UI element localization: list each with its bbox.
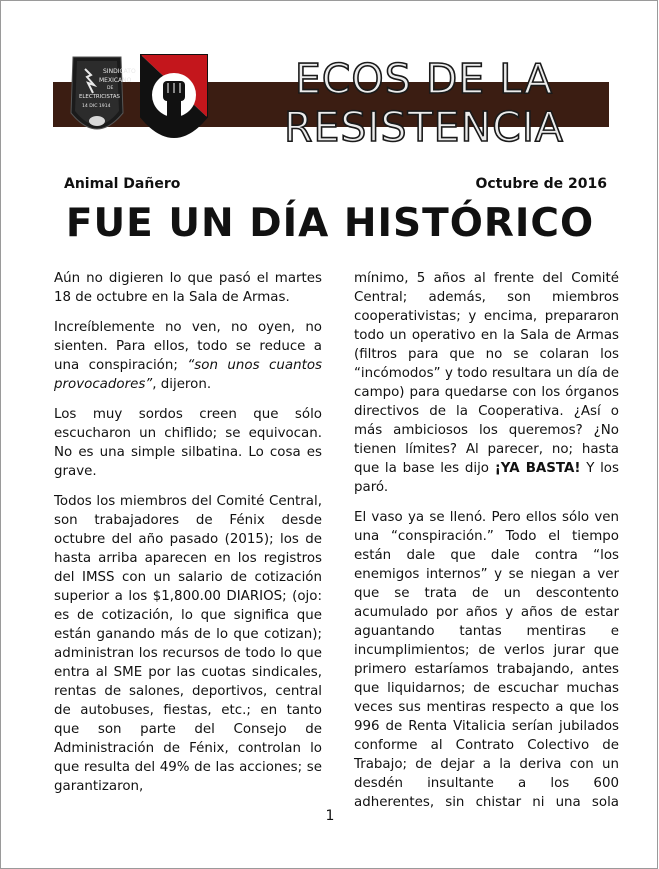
author-byline: Animal Dañero	[64, 176, 181, 192]
article-headline: FUE UN DÍA HISTÓRICO	[65, 201, 595, 246]
paragraph: mínimo, 5 años al frente del Comité Central; además, son miembros cooperativistas; y encima, prepararon todo un operativo en la Sala de Armas (filtros para que no se colaran los “incómodos” y todo resultara un día de campo) para quedarse con los órganos directivos de la Cooperativa. ¿Así o más ambiciosos los queremos? ¿No tienen límites? Al parecer, no; hasta que la base les dijo ¡YA BASTA! Y los paró.	[354, 271, 619, 495]
svg-text:MEXICANO: MEXICANO	[99, 77, 132, 84]
right-column	[354, 269, 619, 823]
paragraph: Increíblemente no ven, no oyen, no sienten. Para ellos, todo se reduce a una conspiración; “son unos cuantos provocadores”, dijeron.	[54, 320, 322, 392]
left-column	[54, 269, 322, 807]
quote: “son unos cuantos provocadores”	[54, 358, 322, 392]
paragraph: Los muy sordos creen que sólo escucharon un chiflido; se equivocan. No es una simple silbatina. Lo cosa es grave.	[54, 407, 322, 479]
title-line-1: ECOS DE LA	[294, 55, 554, 103]
svg-text:14 DIC 1914: 14 DIC 1914	[82, 104, 111, 109]
raised-fist-logo	[139, 53, 209, 153]
issue-date: Octubre de 2016	[475, 176, 607, 192]
svg-text:SINDICATO: SINDICATO	[103, 68, 136, 75]
title-line-2: RESISTENCIA	[284, 103, 564, 151]
page-number: 1	[325, 808, 335, 824]
emphasis: ¡YA BASTA!	[494, 461, 581, 476]
newsletter-title	[239, 53, 609, 161]
masthead	[53, 53, 609, 161]
paragraph: Todos los miembros del Comité Central, son trabajadores de Fénix desde octubre del año pasado (2015); los de hasta arriba aparecen en los registros del IMSS con un salario de cotización superior a los $1,800.00 DIARIOS; (ojo: es de cotización, lo que significa que están ganando más de lo que cotizan); administran los recursos de todo lo que entra al SME por las cuotas sindicales, rentas de salones, deportivos, central de autobuses, fiestas, etc.; en tanto que son parte del Consejo de Administración de Fénix, controlan lo que resulta del 49% de las acciones; se garantizaron,	[54, 494, 322, 794]
paragraph: Aún no digieren lo que pasó el martes 18 de octubre en la Sala de Armas.	[54, 271, 322, 305]
svg-text:DE: DE	[107, 86, 114, 91]
paragraph: El vaso ya se llenó. Pero ellos sólo ven una “conspiración.” Todo el tiempo están dale que dale contra “los enemigos internos” y se niegan a ver que se trata de un descontento acumulado por años y años de estar aguantando tantas mentiras e incumplimientos; de verlos jurar que primero estaríamos trabajando, antes que liquidarnos; de escuchar muchas veces sus mentiras respecto a que los 996 de Renta Vitalicia serían jubilados conforme al Contrato Colectivo de Trabajo; de dejar a la deriva con un desdén insultante a los 600 adherentes, sin chistar ni una sola	[354, 510, 619, 810]
sme-union-logo	[67, 53, 136, 143]
svg-text:ELECTRICISTAS: ELECTRICISTAS	[79, 94, 120, 100]
